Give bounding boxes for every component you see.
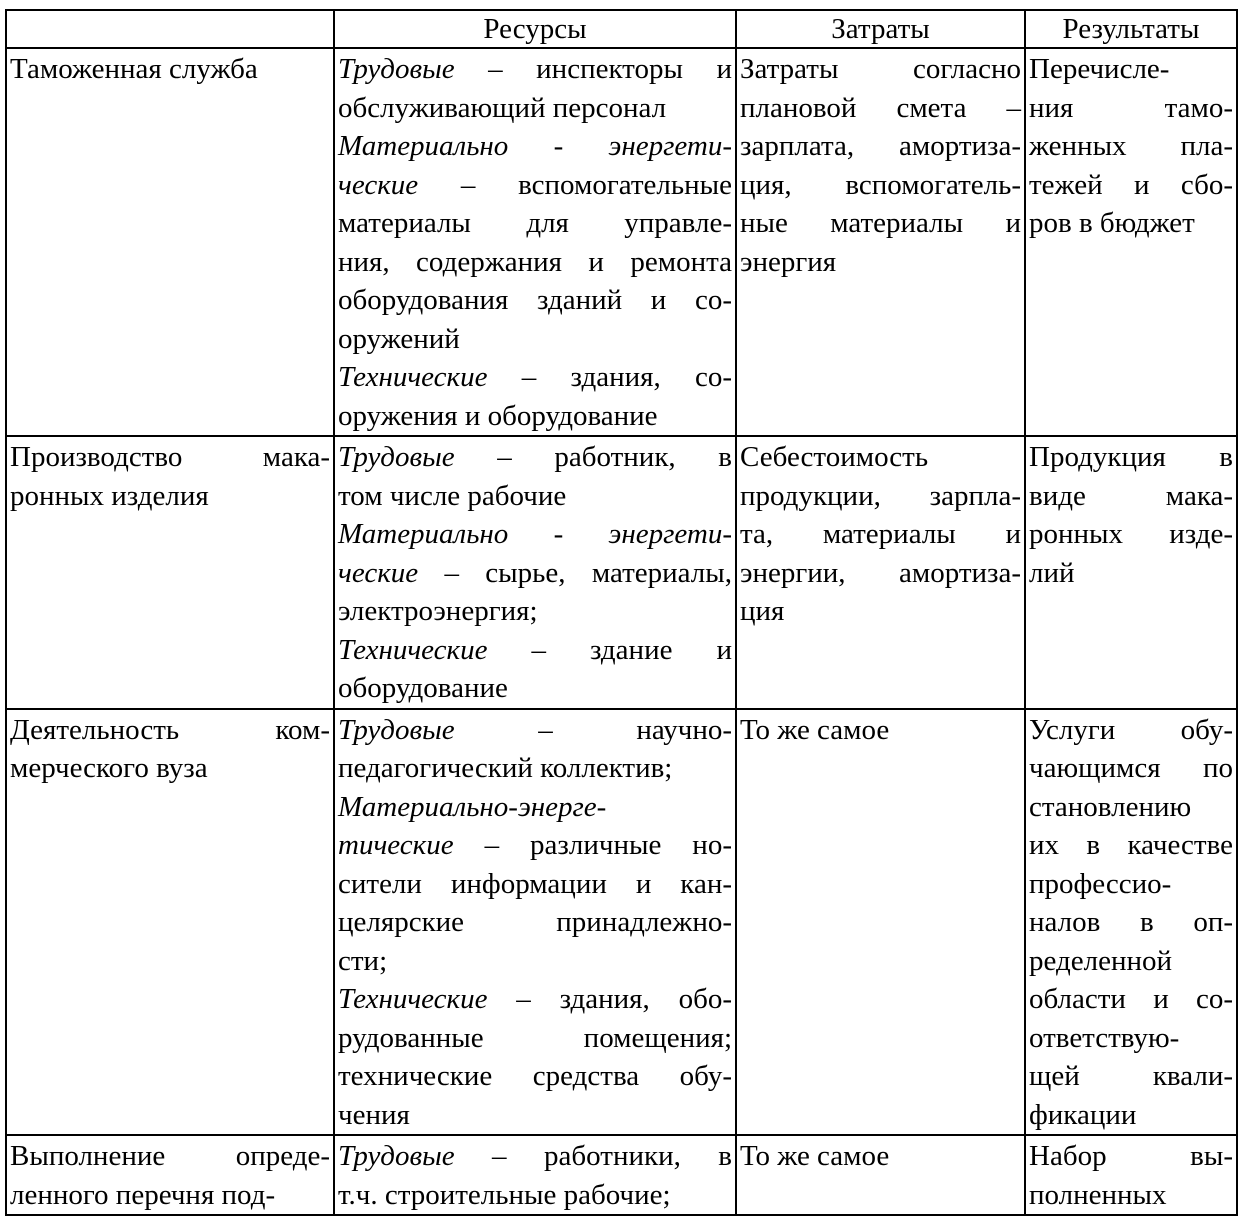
text-line	[338, 438, 732, 477]
text-line: ров в бюджет	[1029, 207, 1195, 239]
cell-entity	[6, 48, 334, 436]
text-line: Услуги обу-	[1029, 713, 1233, 746]
resource-description: сти;	[338, 944, 388, 977]
resource-description: технические средства обу-	[338, 1060, 732, 1092]
text-line: Производство мака-	[10, 441, 330, 473]
text-line: плановой смета –	[740, 91, 1021, 124]
table-row	[6, 709, 1237, 1136]
text-line: Выполнение опреде-	[10, 1140, 330, 1172]
text-line: То же самое	[740, 1140, 890, 1172]
cell-resources	[334, 709, 736, 1136]
text-line: налов в оп-	[1029, 906, 1233, 938]
resource-description: ния, содержания и ремонта	[338, 245, 732, 278]
text-line: энергия	[740, 245, 837, 278]
text-line: профессио-	[1029, 867, 1172, 900]
text-line: энергии, амортиза-	[740, 556, 1021, 589]
resource-description: материалы для управле-	[338, 207, 732, 239]
cell-resources	[334, 48, 736, 436]
text-line	[338, 127, 732, 166]
resource-category-label: Материально - энергети-	[338, 518, 732, 550]
text-line	[338, 942, 732, 981]
resource-description: оружения и оборудование	[338, 399, 658, 432]
text-line: Перечисле-	[1029, 53, 1170, 85]
text-line: женных пла-	[1029, 130, 1233, 162]
text-line	[338, 166, 732, 205]
text-line: щей квали-	[1029, 1060, 1233, 1092]
header-cell-results: Результаты	[1025, 10, 1237, 48]
text-line	[338, 1019, 732, 1058]
resource-category-label: Трудовые	[338, 53, 455, 85]
comparison-table	[5, 9, 1238, 1216]
cell-entity	[6, 436, 334, 709]
resource-description: – работник, в	[454, 441, 732, 473]
resource-description: – здания, со-	[487, 361, 732, 393]
resource-description: чения	[338, 1098, 410, 1131]
resource-description: педагогический коллектив;	[338, 752, 673, 784]
text-line	[338, 477, 732, 516]
text-line	[338, 903, 732, 942]
cell-costs	[736, 436, 1025, 709]
text-line: ределенной	[1029, 944, 1173, 977]
resource-category-label: Материально - энергети-	[338, 130, 732, 162]
text-line: лий	[1029, 556, 1075, 589]
resource-description: электроэнергия;	[338, 595, 538, 627]
text-line	[338, 50, 732, 89]
text-line	[338, 669, 732, 708]
text-line: области и со-	[1029, 983, 1233, 1015]
text-line	[338, 397, 732, 436]
text-line: Себестоимость	[740, 441, 929, 473]
text-line	[338, 320, 732, 359]
cell-entity	[6, 709, 334, 1136]
cell-costs	[736, 1135, 1025, 1215]
resource-description: – научно-	[454, 713, 732, 746]
text-line: То же самое	[740, 713, 890, 746]
resource-description: – инспекторы и	[454, 53, 732, 85]
resource-description: оружений	[338, 322, 460, 355]
text-line	[338, 515, 732, 554]
resource-category-label: Технические	[338, 983, 488, 1015]
text-line: тежей и сбо-	[1029, 168, 1233, 201]
header-cell-empty	[6, 10, 334, 48]
text-line	[338, 826, 732, 865]
text-line: фикации	[1029, 1098, 1137, 1131]
text-line: ция	[740, 595, 785, 627]
text-line: виде мака-	[1029, 479, 1233, 512]
text-line: Продукция в	[1029, 441, 1233, 473]
resource-description: – сырье, материалы,	[418, 556, 732, 589]
text-line	[338, 554, 732, 593]
table-header-row	[6, 10, 1237, 48]
resource-description: обслуживающий персонал	[338, 91, 667, 124]
resource-category-label: Материально-энерге-	[338, 790, 607, 823]
resource-category-label: Трудовые	[338, 713, 455, 746]
resource-description: том числе рабочие	[338, 479, 567, 512]
cell-costs	[736, 709, 1025, 1136]
resource-description: целярские принадлежно-	[338, 906, 732, 938]
text-line: ленного перечня под-	[10, 1178, 276, 1211]
text-line: ция, вспомогатель-	[740, 168, 1021, 201]
header-cell-resources: Ресурсы	[334, 10, 736, 48]
text-line: Набор вы-	[1029, 1140, 1233, 1172]
cell-costs	[736, 48, 1025, 436]
resource-category-label: Трудовые	[338, 1140, 455, 1172]
text-line: становлению	[1029, 790, 1192, 823]
resource-description: т.ч. строительные рабочие;	[338, 1178, 671, 1211]
text-line: Таможенная служба	[10, 53, 258, 85]
text-line: Деятельность ком-	[10, 713, 330, 746]
resource-category-label: ческие	[338, 168, 419, 201]
text-line	[338, 631, 732, 670]
resource-category-label: Технические	[338, 633, 488, 666]
text-line	[338, 1137, 732, 1176]
text-line	[338, 749, 732, 788]
table-row	[6, 1135, 1237, 1215]
cell-results	[1025, 48, 1237, 436]
resource-description: – здания, обо-	[487, 983, 732, 1015]
cell-results	[1025, 709, 1237, 1136]
resource-description: сители информации и кан-	[338, 867, 732, 900]
text-line	[338, 980, 732, 1019]
cell-resources	[334, 1135, 736, 1215]
text-line: зарплата, амортиза-	[740, 130, 1021, 162]
header-cell-costs: Затраты	[736, 10, 1025, 48]
resource-category-label: Трудовые	[338, 441, 455, 473]
text-line: та, материалы и	[740, 518, 1021, 550]
resource-description: оборудование	[338, 672, 508, 704]
cell-results	[1025, 1135, 1237, 1215]
table-row	[6, 48, 1237, 436]
text-line	[338, 204, 732, 243]
cell-results	[1025, 436, 1237, 709]
text-line	[338, 592, 732, 631]
text-line	[338, 711, 732, 750]
text-line	[338, 281, 732, 320]
text-line: ронных изде-	[1029, 518, 1233, 550]
resource-description: – вспомогательные	[418, 168, 732, 201]
text-line	[338, 358, 732, 397]
text-line: ответствую-	[1029, 1021, 1180, 1054]
resource-description: – различные но-	[453, 829, 732, 861]
text-line: Затраты согласно	[740, 53, 1021, 85]
resource-description: – работники, в	[454, 1140, 732, 1172]
resource-category-label: ческие	[338, 556, 419, 589]
resource-description: – здание и	[487, 633, 732, 666]
text-line: мерческого вуза	[10, 752, 208, 784]
text-line	[338, 865, 732, 904]
text-line	[338, 89, 732, 128]
text-line	[338, 1176, 732, 1215]
text-line: полненных	[1029, 1178, 1167, 1211]
cell-entity	[6, 1135, 334, 1215]
text-line	[338, 243, 732, 282]
text-line: продукции, зарпла-	[740, 479, 1021, 512]
resource-description: рудованные помещения;	[338, 1021, 732, 1054]
text-line: их в качестве	[1029, 829, 1233, 861]
table-row	[6, 436, 1237, 709]
resource-description: оборудования зданий и со-	[338, 284, 732, 316]
text-line: чающимся по	[1029, 752, 1233, 784]
text-line	[338, 1057, 732, 1096]
text-line: ния тамо-	[1029, 91, 1233, 124]
text-line: ронных изделия	[10, 479, 209, 512]
resource-category-label: тические	[338, 829, 454, 861]
text-line: ные материалы и	[740, 207, 1021, 239]
text-line	[338, 788, 732, 827]
table-body	[6, 48, 1237, 1215]
cell-resources	[334, 436, 736, 709]
text-line	[338, 1096, 732, 1135]
resource-category-label: Технические	[338, 361, 488, 393]
